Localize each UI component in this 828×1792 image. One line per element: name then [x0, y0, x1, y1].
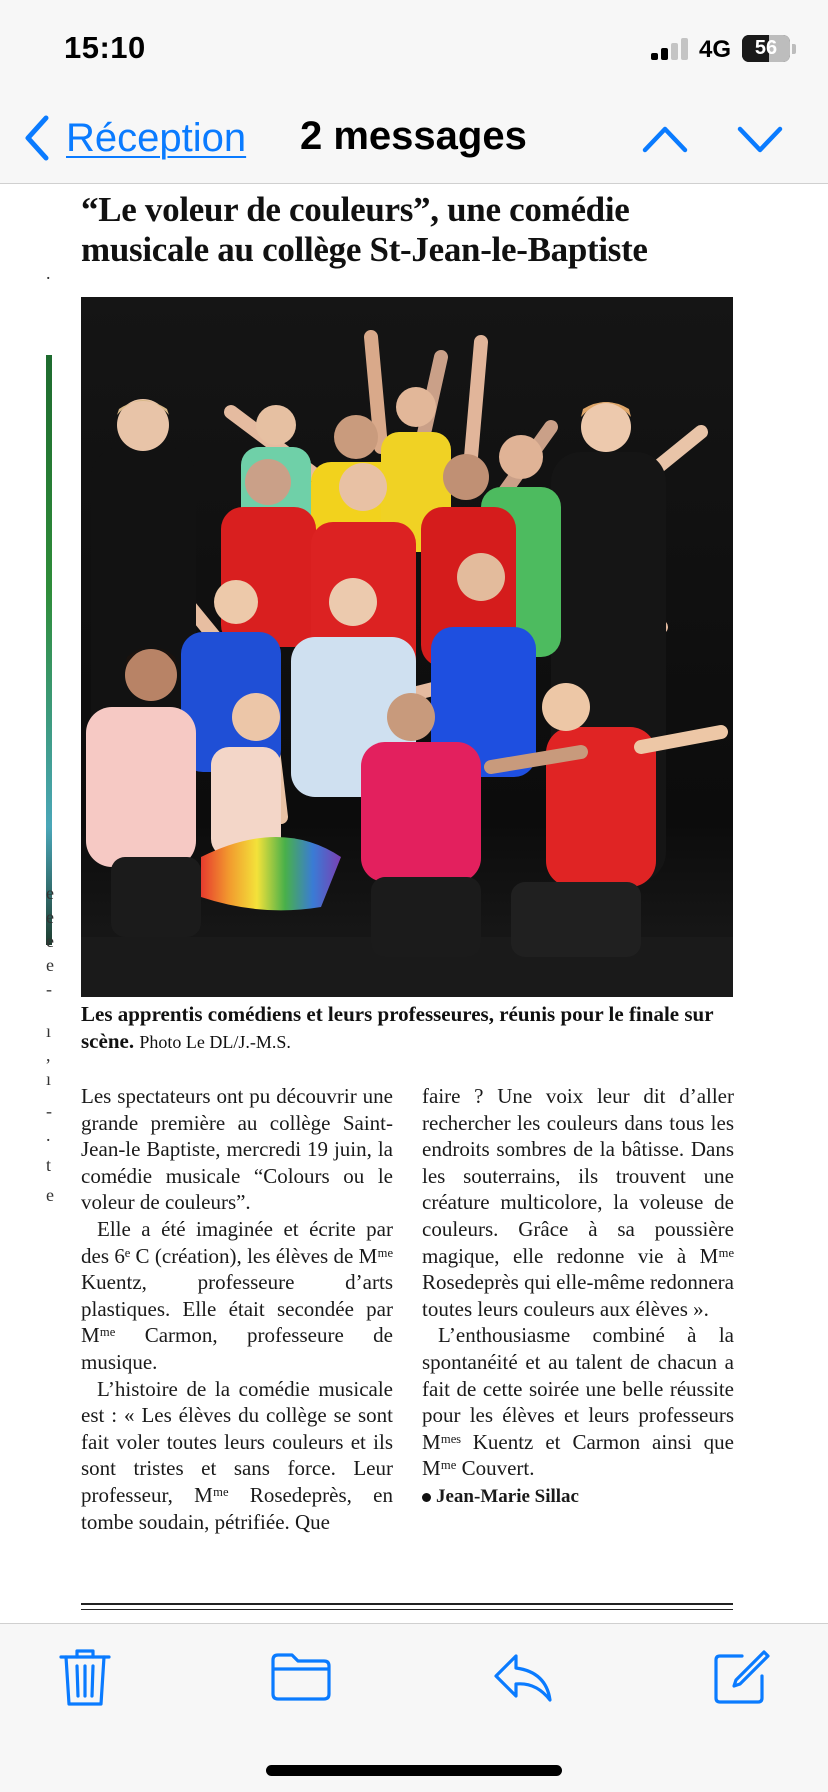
divider [81, 1603, 733, 1605]
back-label: Réception [66, 115, 247, 160]
caption-text: Les apprentis comédiens et leurs professeures, réunis pour le finale sur scène. [81, 1002, 714, 1053]
reply-icon [490, 1644, 556, 1710]
compose-icon [708, 1644, 774, 1710]
adjacent-text-fragment: e [46, 955, 54, 975]
cellular-signal-icon [651, 38, 689, 60]
headline-line-2: musicale au collège St-Jean-le-Baptiste [81, 230, 648, 269]
move-to-folder-button[interactable] [268, 1644, 334, 1710]
navigation-bar [0, 100, 828, 184]
paragraph: faire ? Une voix leur dit d’aller rechercher les couleurs dans tous les endroits sombres de la bâtisse. Dans les souterrains, ils trouvent une créature multicolore, la voleuse de couleurs. Grâce à sa poussière magique, elle redonne vie à Mᵐᵉ Rosedeprès qui elle-même redonnera toutes leurs couleurs aux élèves ». [422, 1084, 734, 1321]
network-type: 4G [699, 36, 732, 63]
article-column-right [422, 1083, 734, 1511]
adjacent-text-fragment: ı [46, 1021, 52, 1041]
paragraph: L’histoire de la comédie musicale est : « Les élèves du collège se sont fait voler toutes leurs couleurs et ils sont tristes et sans force. Leur professeur, Mᵐᵉ Rosedeprès, en tombe soudain, pétrifiée. Que [81, 1376, 393, 1534]
paragraph: Les spectateurs ont pu découvrir une grande première au collège Saint-Jean-le Baptiste, mercredi 19 juin, la comédie musicale “Colours ou le voleur de couleurs”. [81, 1084, 393, 1215]
compose-button[interactable] [708, 1644, 774, 1710]
byline [422, 1482, 734, 1511]
byline-author: Jean-Marie Sillac [436, 1485, 579, 1507]
adjacent-text-fragment: , [46, 1045, 51, 1065]
article-headline [81, 190, 741, 270]
home-indicator[interactable] [266, 1765, 562, 1776]
paragraph: Elle a été imaginée et écrite par des 6ᵉ C (création), les élèves de Mᵐᵉ Kuentz, professeure d’arts plastiques. Elle était secondée par Mᵐᵉ Carmon, professeure de musique. [81, 1216, 393, 1374]
message-body[interactable] [0, 185, 828, 1623]
battery-percent: 56 [754, 37, 778, 59]
bullet-icon [422, 1493, 431, 1502]
headline-line-1: “Le voleur de couleurs”, une comédie [81, 190, 630, 229]
photo-caption [81, 1001, 741, 1056]
trash-icon [52, 1644, 118, 1710]
adjacent-text-fragment: - [46, 1101, 52, 1121]
adjacent-text-fragment: - [46, 979, 52, 999]
adjacent-text-fragment: ı [46, 1069, 52, 1089]
folder-icon [268, 1644, 334, 1710]
bottom-toolbar [0, 1623, 828, 1792]
back-button[interactable] [22, 112, 246, 164]
adjacent-photo-edge [46, 355, 52, 945]
battery-tip [792, 44, 796, 54]
chevron-left-icon [22, 114, 52, 162]
page-title: 2 messages [300, 114, 527, 158]
adjacent-text-fragment: e [46, 931, 54, 951]
paragraph: L’enthousiasme combiné à la spontanéité et au talent de chacun a fait de cette soirée une belle réussite pour les élèves et leurs professeurs Mᵐᵉˢ Kuentz et Carmon ainsi que Mᵐᵉ Couvert. [422, 1323, 734, 1481]
group-photo-illustration [81, 297, 733, 997]
adjacent-text-fragment: e [46, 883, 54, 903]
previous-message-button[interactable] [641, 118, 689, 160]
adjacent-text-fragment: . [46, 1125, 51, 1145]
chevron-up-icon [641, 118, 689, 160]
adjacent-text-fragment: e [46, 1185, 54, 1205]
battery-icon [742, 35, 790, 62]
divider [81, 1609, 733, 1610]
adjacent-text-fragment: . [46, 263, 51, 283]
photo-credit: Photo Le DL/J.-M.S. [139, 1032, 291, 1052]
next-message-button[interactable] [736, 118, 784, 160]
chevron-down-icon [736, 118, 784, 160]
status-bar [0, 0, 828, 100]
status-time: 15:10 [64, 30, 146, 65]
adjacent-text-fragment: e [46, 907, 54, 927]
article-photo[interactable] [81, 297, 733, 997]
reply-button[interactable] [490, 1644, 556, 1710]
delete-button[interactable] [52, 1644, 118, 1710]
adjacent-text-fragment: t [46, 1155, 52, 1175]
article-column-left [81, 1083, 393, 1535]
